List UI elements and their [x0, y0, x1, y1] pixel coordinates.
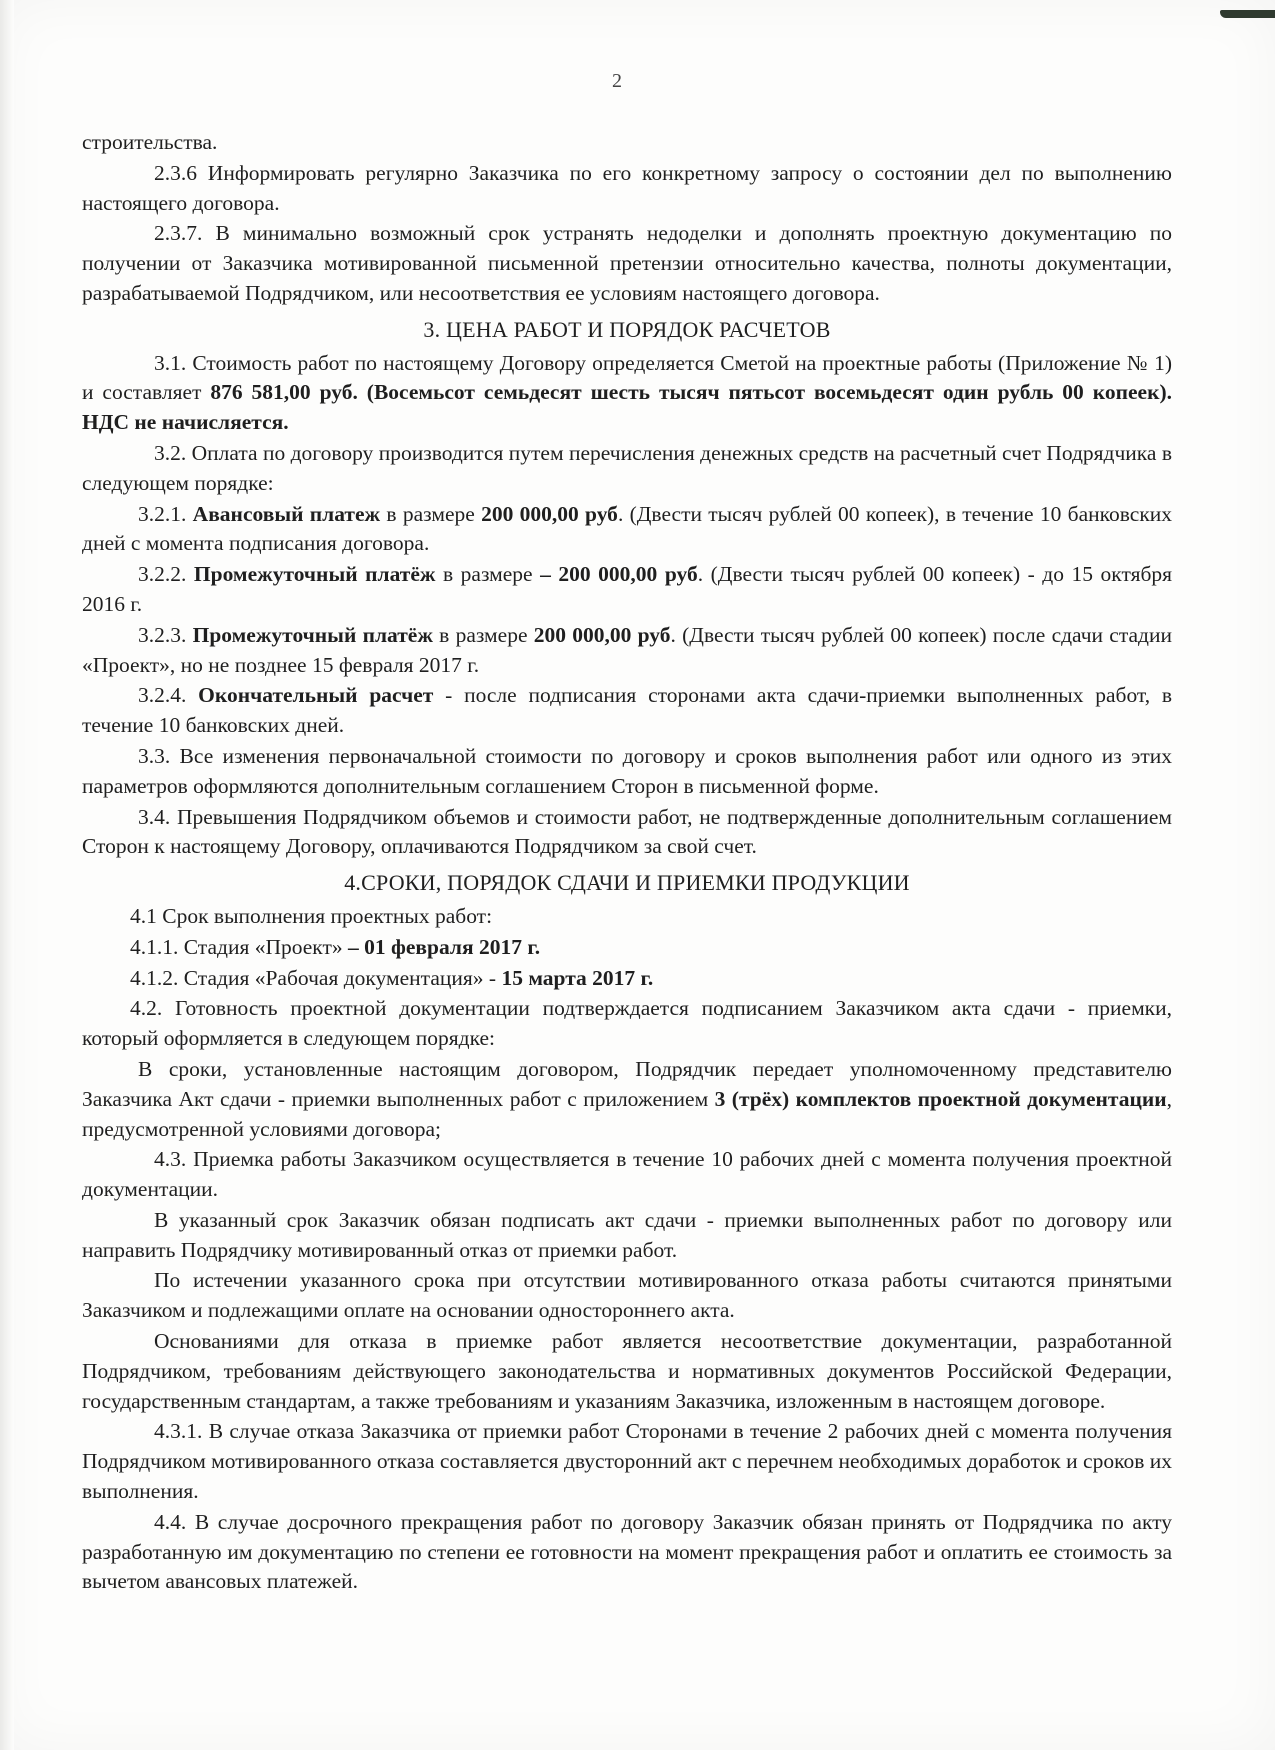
paragraph-3-2-2	[82, 560, 1172, 620]
clause-text: . (Двести тысяч рублей 00 копеек), в течение 10 банковских дней с момента подписания договора.	[82, 501, 1173, 556]
document-body	[82, 128, 1172, 1598]
payment-type: Промежуточный платёж	[193, 562, 436, 587]
deadline-date: – 01 февраля 2017 г.	[347, 934, 541, 959]
clause-text: , предусмотренной условиями договора;	[82, 1086, 1172, 1141]
paragraph-4-2-transfer	[82, 1055, 1172, 1144]
paragraph-3-2: 3.2. Оплата по договору производится путем перечисления денежных средств на расчетный счет Подрядчика в следующем порядке:	[82, 440, 1172, 495]
clause-text: - после подписания сторонами акта сдачи-приемки выполненных работ, в течение 10 банковских дней.	[82, 683, 1173, 738]
deadline-date: 15 марта 2017 г.	[501, 965, 654, 990]
paragraph-2-3-7: 2.3.7. В минимально возможный срок устранять недоделки и дополнять проектную документацию по получении от Заказчика мотивированной письменной претензии относительно качества, полноты документации, разрабатываемой Подрядчиком, или несоответствия ее условиям настоящего договора.	[82, 221, 1172, 305]
clause-text: в размере	[432, 622, 534, 647]
section-heading-3: 3. ЦЕНА РАБОТ И ПОРЯДОК РАСЧЕТОВ	[423, 316, 831, 342]
payment-type: Авансовый платеж	[192, 501, 381, 526]
paragraph-construction: строительства.	[82, 130, 218, 154]
scan-edge-shadow	[0, 0, 14, 1750]
paragraph-4-1-1	[82, 933, 1172, 963]
paragraph-3-3: 3.3. Все изменения первоначальной стоимости по договору и сроков выполнения работ или одного из этих параметров оформляются дополнительным соглашением Сторон в письменной форме.	[82, 743, 1172, 798]
clause-text: . (Двести тысяч рублей 00 копеек) - до 15 октября 2016 г.	[82, 562, 1173, 616]
paragraph-4-3-b: В указанный срок Заказчик обязан подписать акт сдачи - приемки выполненных работ по договору или направить Подрядчику мотивированный отказ от приемки работ.	[82, 1207, 1172, 1262]
clause-text: В сроки, установленные настоящим договором, Подрядчик передает уполномоченному представителю Заказчика Акт сдачи - приемки выполненных работ с приложением	[82, 1056, 1172, 1111]
payment-amount: – 200 000,00 руб	[540, 562, 698, 587]
payment-type: Промежуточный платёж	[192, 622, 433, 647]
paragraph-3-2-4	[82, 681, 1172, 741]
page-number: 2	[612, 70, 622, 92]
scan-corner-mark	[1220, 10, 1275, 18]
paragraph-4-3-d: Основаниями для отказа в приемке работ является несоответствие документации, разработанной Подрядчиком, требованиям действующего законодательства и нормативных документов Российской Федерации, государственным стандартам, а также требованиям и указаниям Заказчика, изложенным в настоящем договоре.	[82, 1329, 1172, 1413]
paragraph-4-3-1: 4.3.1. В случае отказа Заказчика от приемки работ Сторонами в течение 2 рабочих дней с момента получения Подрядчиком мотивированного отказа составляется двусторонний акт с перечнем необходимых доработок и сроков их выполнения.	[82, 1419, 1172, 1504]
paragraph-2-3-6: 2.3.6 Информировать регулярно Заказчика по его конкретному запросу о состоянии дел по выполнению настоящего договора.	[82, 160, 1172, 215]
section-heading-4: 4.СРОКИ, ПОРЯДОК СДАЧИ И ПРИЕМКИ ПРОДУКЦИИ	[344, 870, 910, 896]
clause-number: 3.2.1.	[138, 501, 193, 526]
clause-number: 3.2.2.	[138, 562, 194, 587]
paragraph-4-1: 4.1 Срок выполнения проектных работ:	[130, 903, 493, 928]
clause-text: в размере	[435, 562, 541, 587]
payment-type: Окончательный расчет	[198, 683, 434, 708]
paragraph-3-4: 3.4. Превышения Подрядчиком объемов и стоимости работ, не подтвержденные дополнительным соглашением Сторон к настоящему Договору, оплачиваются Подрядчиком за свой счет.	[82, 804, 1172, 859]
payment-amount: 200 000,00 руб	[481, 501, 618, 526]
clause-number: 3.2.3.	[138, 622, 193, 647]
paragraph-3-2-1	[82, 500, 1172, 560]
clause-number: 3.2.4.	[138, 683, 199, 708]
clause-text: 4.1.2. Стадия «Рабочая документация» -	[130, 965, 502, 990]
clause-text: в размере	[380, 501, 482, 526]
paragraph-4-1-2	[82, 964, 1172, 994]
paragraph-4-4: 4.4. В случае досрочного прекращения работ по договору Заказчик обязан принять от Подрядчика по акту разработанную им документацию по степени ее готовности на момент прекращения работ и оплатить ее стоимость за вычетом авансовых платежей.	[82, 1509, 1172, 1594]
paragraph-4-2: 4.2. Готовность проектной документации подтверждается подписанием Заказчиком акта сдачи - приемки, который оформляется в следующем порядке:	[82, 996, 1172, 1051]
paragraph-3-1	[82, 349, 1172, 438]
clause-text: 4.1.1. Стадия «Проект»	[130, 934, 348, 959]
paragraph-4-3: 4.3. Приемка работы Заказчиком осуществляется в течение 10 рабочих дней с момента получения проектной документации.	[82, 1147, 1172, 1202]
payment-amount: 200 000,00 руб	[533, 622, 671, 647]
document-sets: 3 (трёх) комплектов проектной документации	[714, 1086, 1167, 1111]
clause-text: . (Двести тысяч рублей 00 копеек) после сдачи стадии «Проект», но не позднее 15 февраля 2017 г.	[82, 622, 1172, 677]
paragraph-4-3-c: По истечении указанного срока при отсутствии мотивированного отказа работы считаются принятыми Заказчиком и подлежащими оплате на основании одностороннего акта.	[82, 1268, 1172, 1323]
paragraph-3-2-3	[82, 621, 1172, 681]
contract-price: 876 581,00 руб. (Восемьсот семьдесят шесть тысяч пятьсот восемьдесят один рубль 00 копеек). НДС не начисляется.	[82, 380, 1172, 435]
paragraph-3-1-text: 3.1. Стоимость работ по настоящему Договору определяется Сметой на проектные работы (Приложение № 1) и составляет	[82, 350, 1172, 405]
